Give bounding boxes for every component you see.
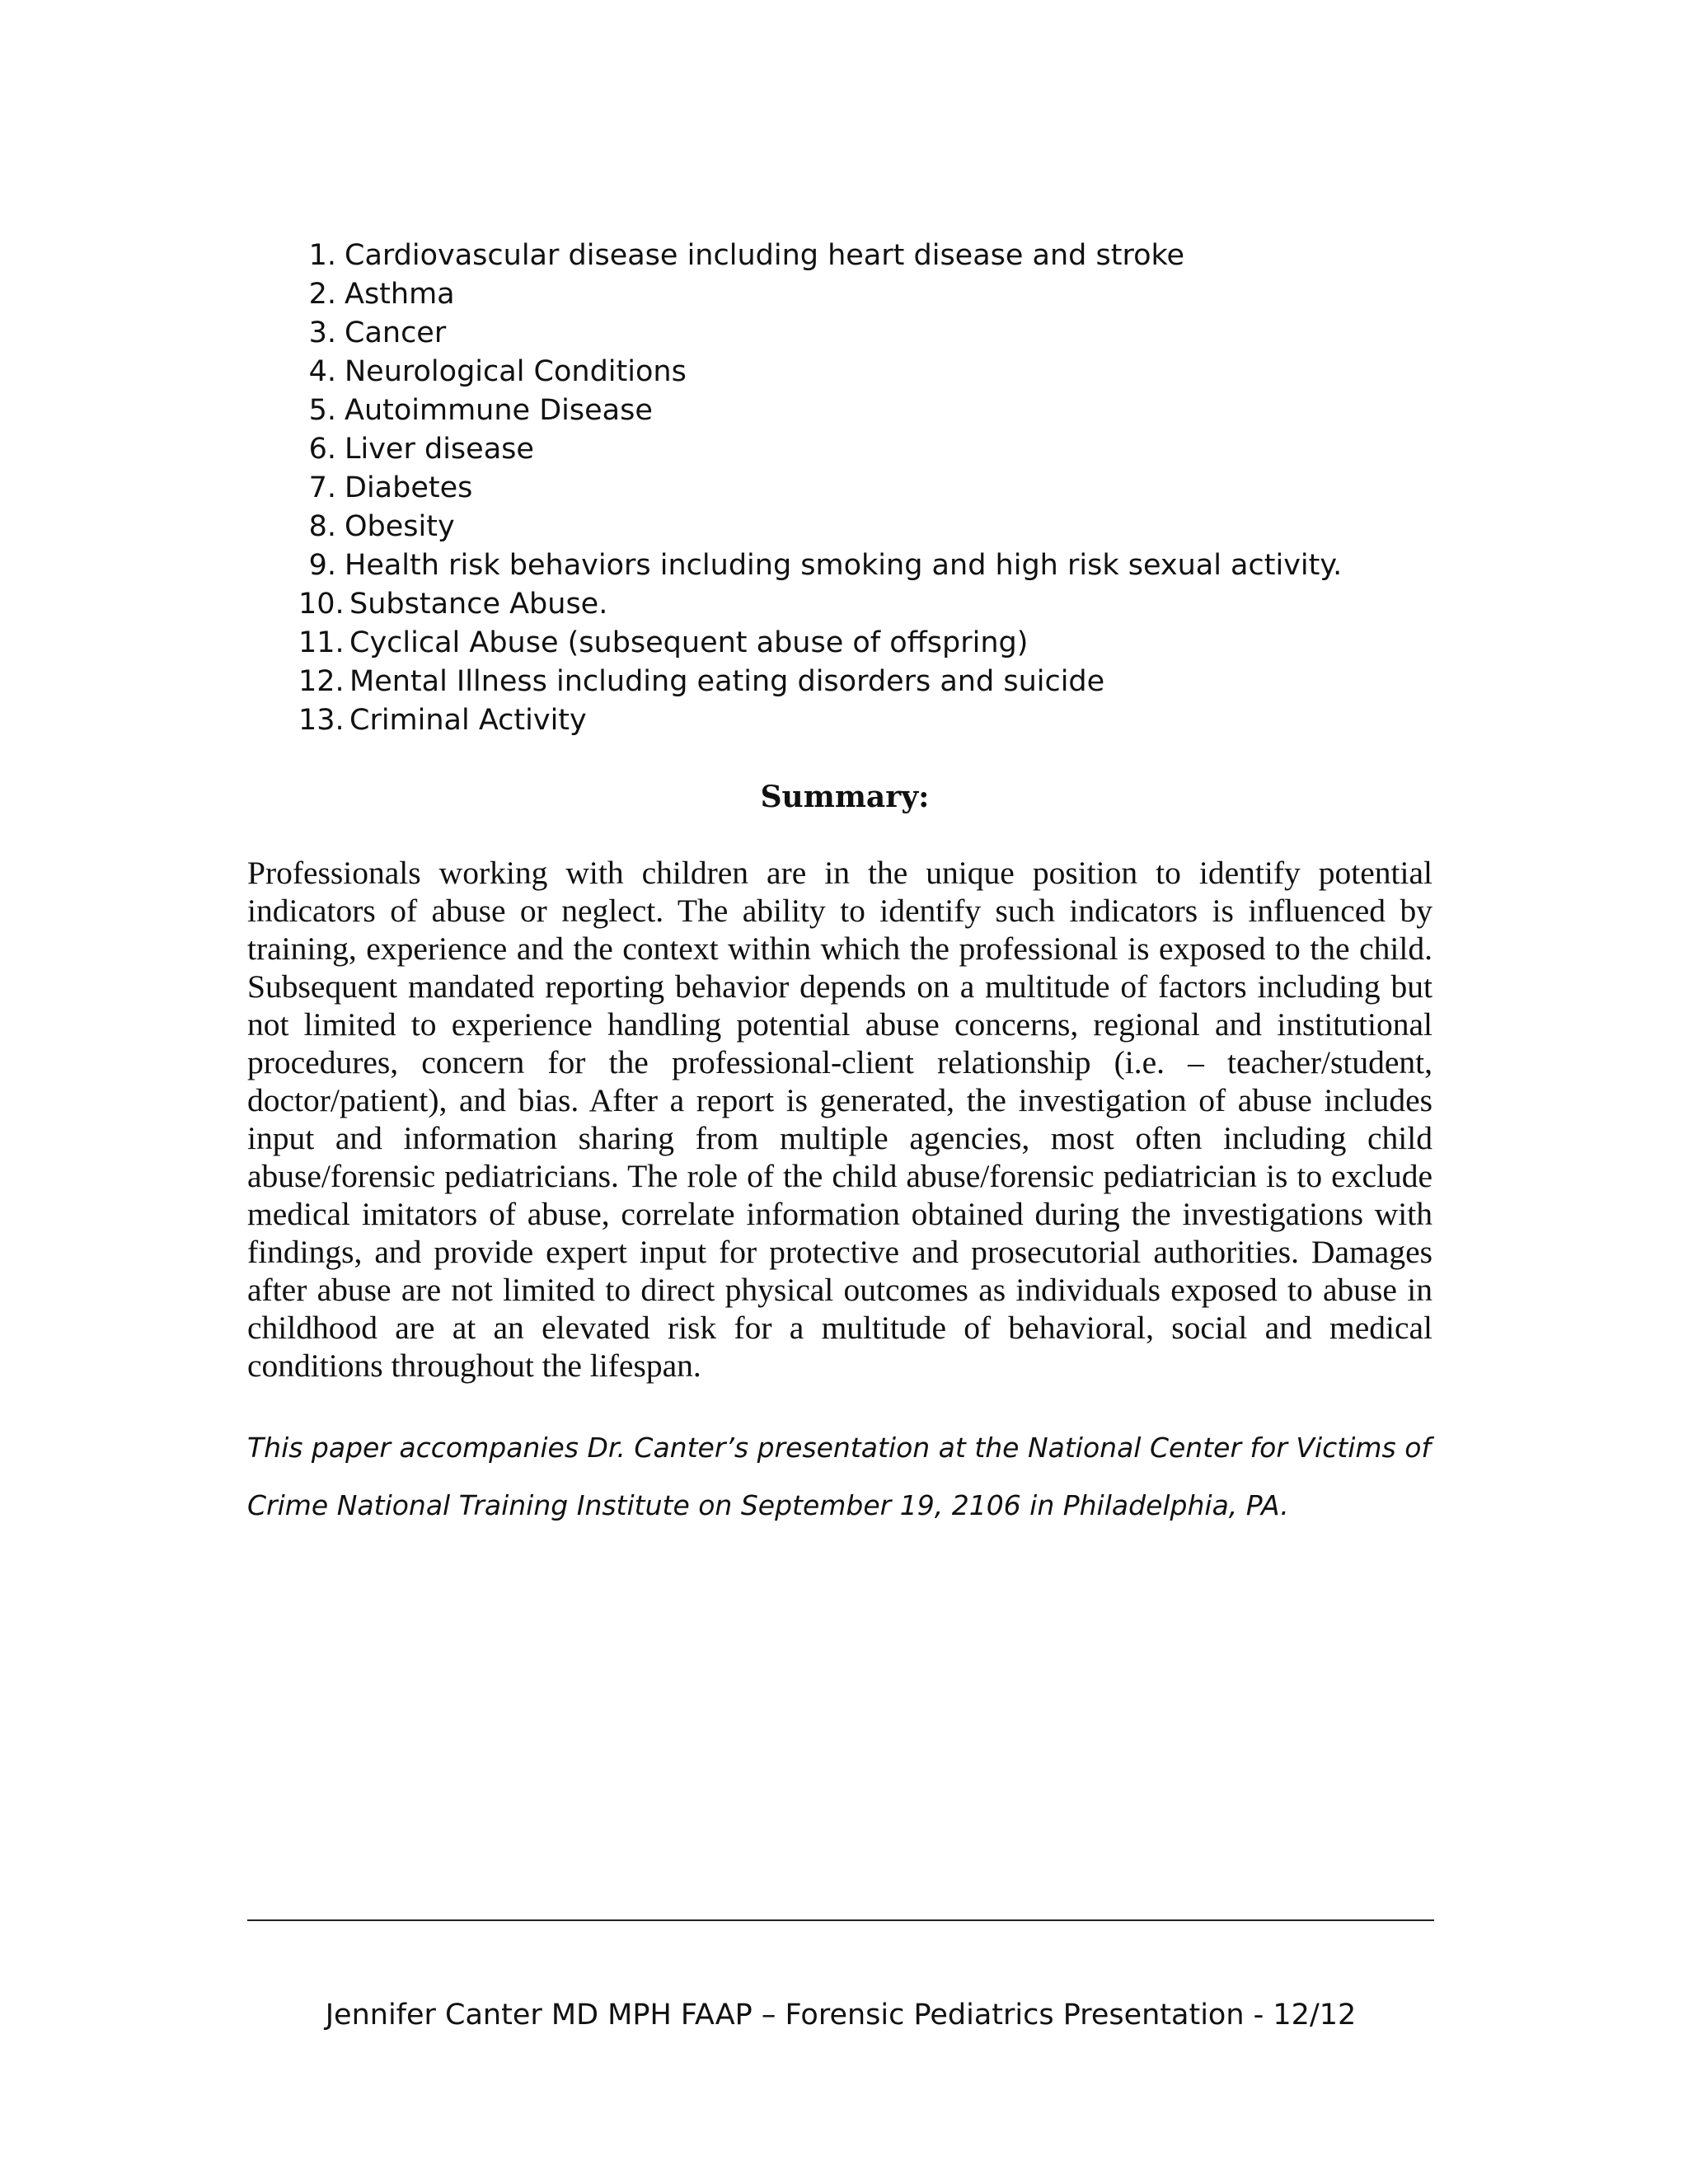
list-item-number: 5. (308, 394, 336, 427)
list-item-number: 11. (298, 626, 345, 659)
list-item-number: 1. (308, 239, 336, 272)
list-item (297, 546, 1492, 585)
list-item-text: Asthma (345, 278, 455, 311)
list-item (297, 275, 1492, 314)
list-item-text: Cancer (345, 316, 447, 349)
footer-divider (247, 1919, 1434, 1921)
list-item (297, 624, 1492, 663)
list-item (297, 508, 1492, 546)
list-item-text: Mental Illness including eating disorders and suicide (349, 665, 1105, 698)
list-item (297, 663, 1492, 701)
list-item-number: 8. (308, 510, 336, 543)
list-item-number: 3. (308, 316, 336, 349)
list-item-number: 13. (298, 704, 345, 737)
list-item-number: 7. (308, 471, 336, 504)
list-item (297, 353, 1492, 391)
list-item-text: Health risk behaviors including smoking and high risk sexual activity. (345, 549, 1343, 582)
list-item-number: 12. (298, 665, 345, 698)
list-item (297, 469, 1492, 508)
list-item (297, 701, 1492, 740)
list-item (297, 237, 1492, 275)
list-item-number: 10. (298, 588, 345, 621)
list-item-number: 6. (308, 433, 336, 466)
outcome-list (297, 237, 1492, 740)
list-item-text: Liver disease (345, 433, 534, 466)
list-item (297, 585, 1492, 624)
list-item-text: Autoimmune Disease (345, 394, 653, 427)
summary-heading: Summary: (760, 780, 930, 814)
list-item (297, 314, 1492, 353)
list-item (297, 391, 1492, 430)
list-item-text: Diabetes (345, 471, 473, 504)
list-item-text: Criminal Activity (349, 704, 587, 737)
page-footer: Jennifer Canter MD MPH FAAP – Forensic Pediatrics Presentation - 12/12 (325, 1999, 1357, 2032)
summary-paragraph: Professionals working with children are in the unique position to identify potential indicators of abuse or neglect. The ability to identify such indicators is influenced by training, experience and the context within which the professional is exposed to the child. Subsequent mandated reporting behavior depends on a multitude of factors including but not limited to experience handling potential abuse concerns, regional and institutional procedures, concern for the professional-client relationship (i.e. – teacher/student, doctor/patient), and bias. After a report is generated, the investigation of abuse includes input and information sharing from multiple agencies, most often including child abuse/forensic pediatricians. The role of the child abuse/forensic pediatrician is to exclude medical imitators of abuse, correlate information obtained during the investigations with findings, and provide expert input for protective and prosecutorial authorities. Damages after abuse are not limited to direct physical outcomes as individuals exposed to abuse in childhood are at an elevated risk for a multitude of behavioral, social and medical conditions throughout the lifespan. (247, 855, 1432, 1384)
list-item-text: Substance Abuse. (349, 588, 608, 621)
list-item-number: 2. (308, 278, 336, 311)
list-item (297, 430, 1492, 469)
list-item-text: Cardiovascular disease including heart disease and stroke (345, 239, 1185, 272)
list-item-text: Cyclical Abuse (subsequent abuse of offspring) (349, 626, 1029, 659)
list-item-number: 9. (308, 549, 336, 582)
presentation-note: This paper accompanies Dr. Canter’s presentation at the National Center for Victims of Crime National Training Institute on September 19, 2106 in Philadelphia, PA. (247, 1432, 1432, 1521)
list-item-text: Obesity (345, 510, 455, 543)
list-item-number: 4. (308, 355, 336, 388)
list-item-text: Neurological Conditions (345, 355, 687, 388)
